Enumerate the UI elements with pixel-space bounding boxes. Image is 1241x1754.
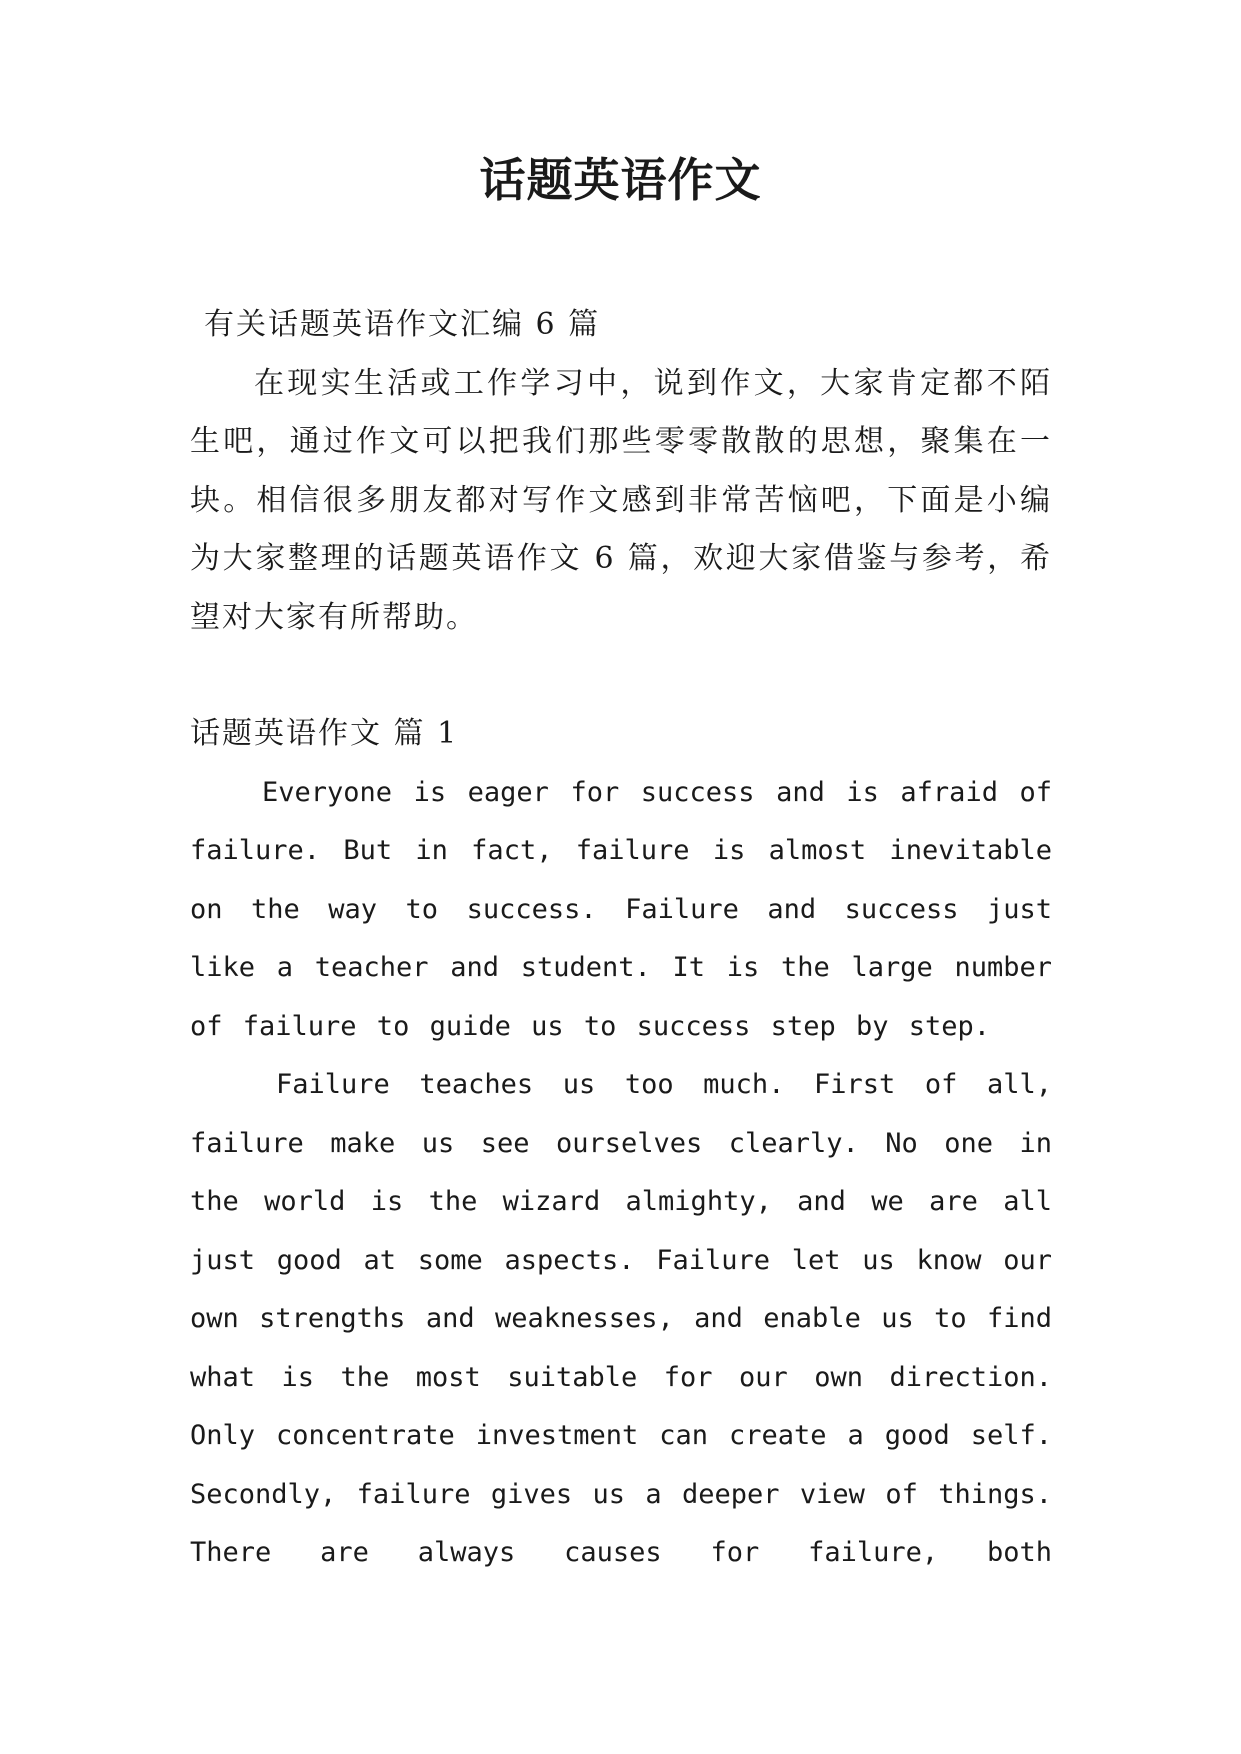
- document-body: [190, 296, 1052, 1583]
- intro-paragraph: 在现实生活或工作学习中，说到作文，大家肯定都不陌生吧，通过作文可以把我们那些零零散散的思想，聚集在一块。相信很多朋友都对写作文感到非常苦恼吧，下面是小编为大家整理的话题英语作文 6 篇，欢迎大家借鉴与参考，希望对大家有所帮助。: [190, 365, 1052, 635]
- essay-paragraph-2: Failure teaches us too much. First of all, failure make us see ourselves clearly. No one in the world is the wizard almighty, and we are all just good at some aspects. Failure let us know our own strengths and weaknesses, and enable us to find what is the most suitable for our own direction. Only concentrate investment can create a good self. Secondly, failure gives us a deeper view of things. There are always causes for failure, both: [190, 1069, 1052, 1568]
- section-heading: 话题英语作文 篇 1: [190, 716, 459, 751]
- essay-paragraph-1: Everyone is eager for success and is afraid of failure. But in fact, failure is almost inevitable on the way to success. Failure and success just like a teacher and student. It is the large number of failure to guide us to success step by step.: [190, 776, 1052, 1042]
- document-title: 话题英语作文: [479, 153, 762, 207]
- document-subtitle: 有关话题英语作文汇编 6 篇: [204, 307, 601, 342]
